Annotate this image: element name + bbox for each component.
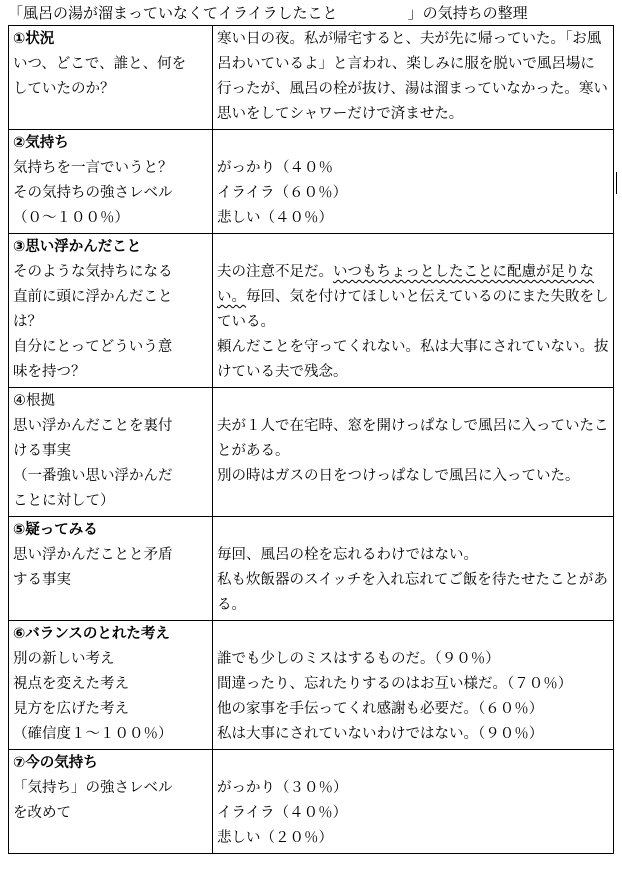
balanced-question-cell xyxy=(9,621,213,750)
balanced-prompt: 別の新しい考え xyxy=(13,651,115,667)
thoughts-answer-paragraph xyxy=(217,260,609,335)
current-question-cell xyxy=(9,750,213,854)
balanced-heading: ⑥バランスのとれた考え xyxy=(13,626,170,642)
situation-prompt: していたのか？ xyxy=(13,81,115,97)
balanced-prompt: （確信度１～１００％） xyxy=(13,726,173,742)
row-evidence xyxy=(9,388,614,517)
current-feeling-item: 悲しい（２０％） xyxy=(217,830,333,846)
counter-answer-cell xyxy=(213,517,614,621)
current-prompt: を改めて xyxy=(13,805,71,821)
thoughts-question-cell xyxy=(9,234,213,388)
counter-heading: ⑤疑ってみる xyxy=(13,522,98,538)
situation-question-cell xyxy=(9,26,213,130)
balanced-thought: 私は大事にされていないわけではない。（９０％） xyxy=(217,726,544,742)
evidence-question-cell xyxy=(9,388,213,517)
row-counter-evidence xyxy=(9,517,614,621)
thoughts-answer-text: 毎回、気を付けてほしいと伝えているのにまた失敗をしている。 xyxy=(217,289,609,330)
evidence-answer-text: 夫が１人で在宅時、窓を開けっぱなしで風呂に入っていたことがある。 xyxy=(217,418,609,459)
balanced-thought: 誰でも少しのミスはするものだ。（９０％） xyxy=(217,651,500,667)
row-situation xyxy=(9,26,614,130)
evidence-prompt: ことに対して） xyxy=(13,493,115,509)
balanced-prompt: 視点を変えた考え xyxy=(13,676,129,692)
feelings-prompt: その気持ちの強さレベル xyxy=(13,185,173,201)
thought-record-table xyxy=(8,25,614,854)
thoughts-prompt: 自分にとってどういう意 xyxy=(13,339,173,355)
thoughts-answer-text: 頼んだことを守ってくれない。私は大事にされていない。抜けている夫で残念。 xyxy=(217,339,609,380)
feeling-item: がっかり（４０％ xyxy=(217,160,333,176)
current-feeling-item: イライラ（４０％） xyxy=(217,805,348,821)
situation-heading: ①状況 xyxy=(13,31,55,47)
feeling-item: 悲しい（４０％） xyxy=(217,210,333,226)
counter-question-cell xyxy=(9,517,213,621)
counter-prompt: する事実 xyxy=(13,572,71,588)
current-heading: ⑦今の気持ち xyxy=(13,755,98,771)
current-answer-cell xyxy=(213,750,614,854)
row-feelings xyxy=(9,130,614,234)
situation-prompt: いつ、どこで、誰と、何を xyxy=(13,56,187,72)
thoughts-prompt: そのような気持ちになる xyxy=(13,264,173,280)
current-feeling-item: がっかり（３０％） xyxy=(217,780,348,796)
evidence-answer-text: 別の時はガスの日をつけっぱなしで風呂に入っていた。 xyxy=(217,468,580,484)
title-text-end: 」の気持ちの整理 xyxy=(407,4,528,22)
feelings-prompt: 気持ちを一言でいうと？ xyxy=(13,160,173,176)
balanced-answer-cell xyxy=(213,621,614,750)
feelings-answer-cell xyxy=(213,130,614,234)
thoughts-answer-cell xyxy=(213,234,614,388)
evidence-prompt: ける事実 xyxy=(13,443,71,459)
feelings-prompt: （０～１００％） xyxy=(13,210,129,226)
worksheet-title xyxy=(8,4,608,23)
feelings-heading: ②気持ち xyxy=(13,135,69,151)
text-cursor xyxy=(616,172,617,194)
thoughts-prompt: 味を持つ？ xyxy=(13,364,86,380)
evidence-heading: ④根拠 xyxy=(13,393,55,409)
current-prompt: 「気持ち」の強さレベル xyxy=(13,780,173,796)
evidence-prompt: （一番強い思い浮かんだ xyxy=(13,468,173,484)
thoughts-prompt: は？ xyxy=(13,314,42,330)
situation-answer-cell xyxy=(213,26,614,130)
balanced-thought: 他の家事を手伝ってくれ感謝も必要だ。（６０％） xyxy=(217,701,544,717)
counter-prompt: 思い浮かんだことと矛盾 xyxy=(13,547,173,563)
thoughts-heading: ③思い浮かんだこと xyxy=(13,239,142,255)
counter-answer-text: 私も炊飯器のスイッチを入れ忘れてご飯を待たせたことがある。 xyxy=(217,572,608,613)
thoughts-answer-text: 夫の注意不足だ。 xyxy=(217,264,333,280)
thoughts-prompt: 直前に頭に浮かんだこと xyxy=(13,289,173,305)
counter-answer-text: 毎回、風呂の栓を忘れるわけではない。 xyxy=(217,547,478,563)
feeling-item: イライラ（６０％） xyxy=(217,185,348,201)
balanced-prompt: 見方を広げた考え xyxy=(13,701,129,717)
row-balanced-thoughts xyxy=(9,621,614,750)
row-automatic-thoughts xyxy=(9,234,614,388)
feeling-item xyxy=(217,131,609,156)
title-text-start: 「風呂の湯が溜まっていなくてイライラしたこと xyxy=(8,4,338,22)
row-current-feelings xyxy=(9,750,614,854)
balanced-thought: 間違ったり、忘れたりするのはお互い様だ。（７０％） xyxy=(217,676,573,692)
evidence-prompt: 思い浮かんだことを裏付 xyxy=(13,418,173,434)
evidence-answer-cell xyxy=(213,388,614,517)
feelings-question-cell xyxy=(9,130,213,234)
situation-answer: 寒い日の夜。私が帰宅すると、夫が先に帰っていた。「お風呂わいているよ」と言われ、楽しみに服を脱いで風呂場に行ったが、風呂の栓が抜け、湯は溜まっていなかった。寒い思いをしてシャワーだけで済ませた。 xyxy=(217,31,608,122)
spellcheck-underlined-text: いつもちょっとしたことに配慮が足りない。 xyxy=(217,264,594,305)
